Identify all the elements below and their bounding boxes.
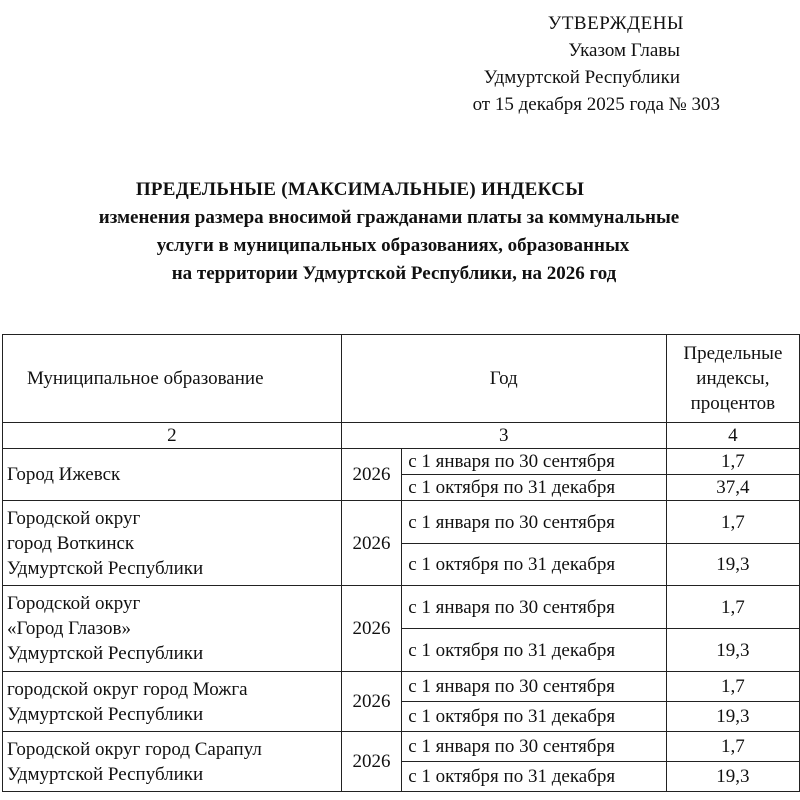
index-value-cell: 19,3 xyxy=(666,762,799,792)
index-value-cell: 37,4 xyxy=(666,475,799,501)
table-header-row xyxy=(3,335,800,423)
municipality-name-line: город Воткинск xyxy=(7,532,135,554)
period-cell: с 1 октября по 31 декабря xyxy=(402,762,667,792)
municipality-name-line: «Город Глазов» xyxy=(7,618,132,639)
approval-heading: УТВЕРЖДЕНЫ xyxy=(547,13,684,34)
municipality-name-line: Удмуртской Республики xyxy=(7,703,204,725)
header-year: Год xyxy=(341,335,666,423)
title-line: на территории Удмуртской Республики, на 2026 год xyxy=(171,263,617,284)
municipality-name-line: Удмуртской Республики xyxy=(7,763,204,785)
year-cell: 2026 xyxy=(341,501,401,586)
table-row xyxy=(3,501,800,544)
header-index-line: процентов xyxy=(690,393,776,414)
year-cell: 2026 xyxy=(341,732,401,792)
table-row xyxy=(3,586,800,629)
table-row xyxy=(3,672,800,702)
municipality-name-line: Удмуртской Республики xyxy=(7,557,204,579)
municipality-name-line: городской округ город Можга xyxy=(7,678,248,700)
municipality-name-line: Город Ижевск xyxy=(7,464,121,485)
municipality-name-line: Городской округ xyxy=(7,593,141,614)
index-value-cell: 1,7 xyxy=(666,672,799,702)
index-value-cell: 1,7 xyxy=(666,732,799,762)
period-cell: с 1 октября по 31 декабря xyxy=(402,544,667,586)
municipality-name-line: Городской округ xyxy=(7,507,141,529)
period-cell: с 1 января по 30 сентября xyxy=(402,732,667,762)
index-value-cell: 1,7 xyxy=(666,449,799,475)
period-cell: с 1 января по 30 сентября xyxy=(402,449,667,475)
period-cell: с 1 октября по 31 декабря xyxy=(402,702,667,732)
municipality-name-line: Городской округ город Сарапул xyxy=(7,738,262,760)
year-cell: 2026 xyxy=(341,586,401,672)
table-row xyxy=(3,449,800,475)
title-line: ПРЕДЕЛЬНЫЕ (МАКСИМАЛЬНЫЕ) ИНДЕКСЫ xyxy=(135,179,585,200)
document-title xyxy=(0,176,800,288)
municipality-cell xyxy=(3,501,342,586)
municipality-cell xyxy=(3,672,342,732)
index-value-cell: 19,3 xyxy=(666,629,799,672)
column-number-row xyxy=(3,423,800,449)
header-municipality: Муниципальное образование xyxy=(3,335,342,423)
column-number: 2 xyxy=(3,423,342,449)
title-line: изменения размера вносимой гражданами платы за коммунальные xyxy=(98,207,680,228)
table-row xyxy=(3,732,800,762)
index-value-cell: 19,3 xyxy=(666,702,799,732)
municipality-cell xyxy=(3,586,342,672)
municipality-cell xyxy=(3,449,342,501)
municipality-cell xyxy=(3,732,342,792)
period-cell: с 1 января по 30 сентября xyxy=(402,501,667,544)
year-cell: 2026 xyxy=(341,672,401,732)
period-cell: с 1 января по 30 сентября xyxy=(402,672,667,702)
period-cell: с 1 октября по 31 декабря xyxy=(402,475,667,501)
title-line: услуги в муниципальных образованиях, образованных xyxy=(156,235,630,256)
approval-date: от 15 декабря 2025 года № 303 xyxy=(472,94,720,115)
year-cell: 2026 xyxy=(341,449,401,501)
approval-block xyxy=(400,10,720,118)
index-value-cell: 1,7 xyxy=(666,586,799,629)
column-number: 3 xyxy=(341,423,666,449)
header-index-line: Предельные xyxy=(683,343,783,364)
municipality-name-line: Удмуртской Республики xyxy=(7,643,204,664)
index-value-cell: 1,7 xyxy=(666,501,799,544)
header-index xyxy=(666,335,799,423)
header-index-line: индексы, xyxy=(696,368,770,389)
index-value-cell: 19,3 xyxy=(666,544,799,586)
column-number: 4 xyxy=(666,423,799,449)
period-cell: с 1 января по 30 сентября xyxy=(402,586,667,629)
approval-line: Удмуртской Республики xyxy=(483,67,680,88)
indices-table xyxy=(2,334,800,792)
period-cell: с 1 октября по 31 декабря xyxy=(402,629,667,672)
approval-line: Указом Главы xyxy=(568,40,680,61)
